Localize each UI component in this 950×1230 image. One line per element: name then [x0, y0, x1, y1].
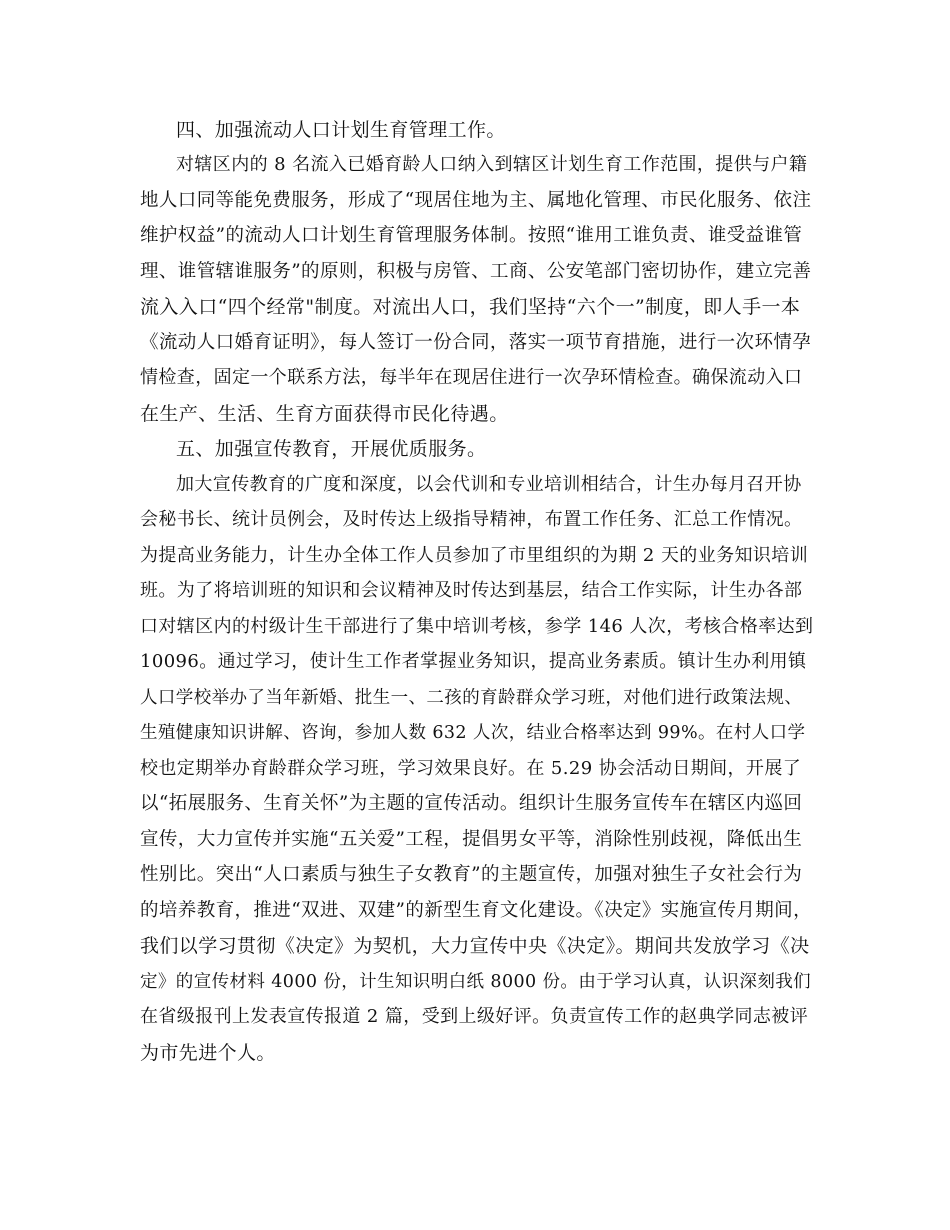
paragraph-line: 校也定期举办育龄群众学习班，学习效果良好。在 5.29 协会活动日期间，开展了 [140, 758, 802, 779]
paragraph-line: 口对辖区内的村级计生干部进行了集中培训考核，参学 146 人次，考核合格率达到 [140, 616, 814, 637]
paragraph-line: 10096。通过学习，使计生工作者掌握业务知识，提高业务素质。镇计生办利用镇 [140, 651, 807, 672]
paragraph-line: 地人口同等能免费服务，形成了“现居住地为主、属地化管理、市民化服务、依注 [140, 190, 812, 211]
paragraph-line: 对辖区内的 8 名流入已婚育龄人口纳入到辖区计划生育工作范围，提供与户籍 [176, 154, 808, 175]
paragraph-line: 宣传，大力宣传并实施“五关爱”工程，提倡男女平等，消除性别歧视，降低出生 [140, 829, 803, 850]
paragraph-line: 在省级报刊上发表宣传报道 2 篇，受到上级好评。负责宣传工作的赵典学同志被评 [140, 1006, 809, 1027]
paragraph-line: 加大宣传教育的广度和深度，以会代训和专业培训相结合，计生办每月召开协 [176, 474, 802, 495]
section-heading-five: 五、加强宣传教育，开展优质服务。 [176, 438, 487, 460]
paragraph-line: 维护权益”的流动人口计划生育管理服务体制。按照“谁用工谁负责、谁受益谁管 [140, 225, 803, 246]
paragraph-line: 《流动人口婚育证明》，每人签订一份合同，落实一项节育措施，进行一次环情孕 [140, 332, 812, 353]
paragraph-line: 情检查，固定一个联系方法，每半年在现居住进行一次孕环情检查。确保流动入口 [140, 367, 803, 388]
paragraph-line: 生殖健康知识讲解、咨询，参加人数 632 人次，结业合格率达到 99%。在村人口学 [140, 723, 806, 743]
paragraph-line: 人口学校举办了当年新婚、批生一、二孩的育龄群众学习班，对他们进行政策法规、 [140, 688, 803, 708]
paragraph-line: 在生产、生活、生育方面获得市民化待遇。 [140, 403, 509, 425]
paragraph-line: 我们以学习贯彻《决定》为契机，大力宣传中央《决定》。期间共发放学习《决 [140, 935, 810, 957]
paragraph-line: 性别比。突出“人口素质与独生子女教育”的主题宣传，加强对独生子女社会行为 [140, 864, 803, 885]
paragraph-line: 班。为了将培训班的知识和会议精神及时传达到基层，结合工作实际，计生办各部 [140, 580, 803, 601]
paragraph-line: 会秘书长、统计员例会，及时传达上级指导精神，布置工作任务、汇总工作情况。 [140, 509, 803, 530]
paragraph-line: 流入入口“四个经常"制度。对流出人口，我们坚持“六个一”制度，即人手一本 [140, 296, 801, 318]
paragraph-line: 为提高业务能力，计生办全体工作人员参加了市里组织的为期 2 天的业务知识培训 [140, 545, 809, 566]
paragraph-line: 理、谁管辖谁服务”的原则，积极与房管、工商、公安笔部门密切协作，建立完善 [140, 261, 812, 282]
paragraph-line: 的培养教育，推进“双进、双建”的新型生育文化建设。《决定》实施宣传月期间， [140, 900, 812, 921]
paragraph-line: 为市先进个人。 [140, 1042, 276, 1064]
paragraph-line: 以“拓展服务、生育关怀”为主题的宣传活动。组织计生服务宣传车在辖区内巡回 [140, 793, 803, 814]
section-heading-four: 四、加强流动人口计划生育管理工作。 [176, 119, 506, 141]
paragraph-line: 定》的宣传材料 4000 份，计生知识明白纸 8000 份。由于学习认真，认识深刻我们 [140, 972, 812, 992]
